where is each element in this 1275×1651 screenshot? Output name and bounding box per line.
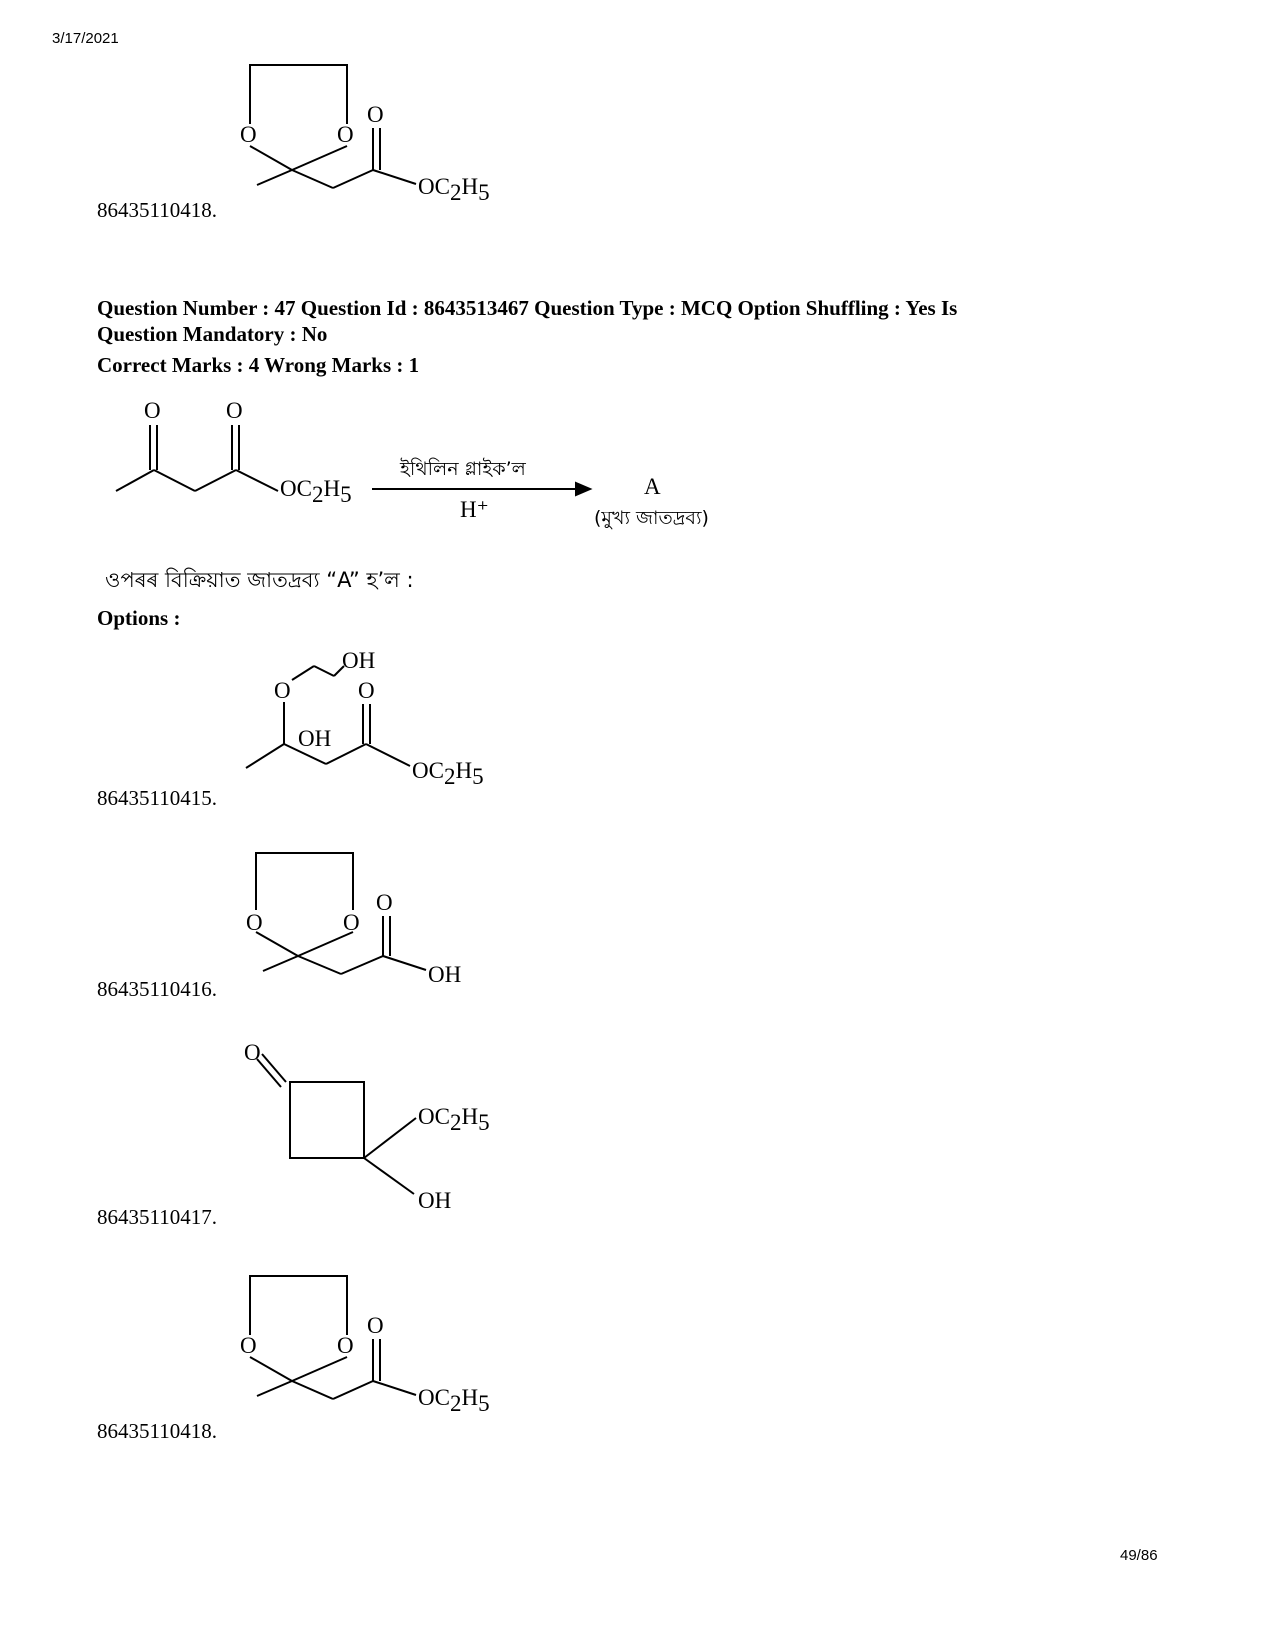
ch2-bond	[298, 956, 341, 974]
question-prompt: ওপৰৰ বিক্ৰিয়াত জাতদ্ৰব্য “A” হ’ল :	[105, 568, 414, 592]
ring-bond-left	[250, 146, 292, 170]
methyl-bond	[257, 1381, 292, 1396]
acid-oh-bond	[383, 956, 426, 970]
carbonyl-c-bond	[333, 1381, 373, 1399]
option-1-id: 86435110415.	[97, 786, 217, 810]
product-note: (মুখ্য জাতদ্ৰব্য)	[594, 507, 709, 529]
methyl-bond	[257, 170, 292, 185]
ring-o-right: O	[337, 1333, 354, 1358]
reagent-below: H⁺	[460, 497, 489, 522]
question-meta-line1: Question Number : 47 Question Id : 8643513467 Question Type : MCQ Option Shuffling : Yes Is	[97, 296, 958, 320]
ketone-o: O	[244, 1040, 261, 1065]
option-3-structure	[240, 1038, 540, 1228]
methyl-bond	[246, 744, 284, 768]
reaction-arrow-head	[576, 483, 590, 495]
ch2-bond	[292, 1381, 333, 1399]
product-label: A	[644, 474, 661, 499]
ethoxy-label: OC2H5	[418, 1104, 490, 1135]
print-date: 3/17/2021	[52, 30, 119, 47]
ethoxy-label: OC2H5	[418, 1385, 490, 1416]
carbonyl-o: O	[358, 678, 375, 703]
ester-bond	[373, 170, 416, 184]
ch2-carbonyl-bond	[326, 744, 366, 764]
dioxolane-ring-top	[250, 65, 347, 124]
reaction-scheme	[110, 390, 750, 540]
option-4-id: 86435110418.	[97, 1419, 217, 1443]
ch2-ester-bond	[195, 470, 236, 491]
ethoxy-label: OC2H5	[418, 174, 490, 205]
ring-o-left: O	[240, 122, 257, 147]
ester-bond	[366, 744, 410, 766]
ethoxy-label: OC2H5	[280, 476, 352, 507]
prev-option-id: 86435110418.	[97, 198, 217, 222]
methyl-bond	[116, 470, 154, 491]
hydroxy-label: OH	[298, 726, 332, 751]
reagent-above: ইথিলিন গ্লাইক’ল	[400, 458, 526, 480]
carbonyl-o: O	[367, 1313, 384, 1338]
ring-o-right: O	[337, 122, 354, 147]
option-3-id: 86435110417.	[97, 1205, 217, 1229]
ketone-o: O	[144, 398, 161, 423]
dioxolane-ring-top	[256, 853, 353, 910]
question-header	[97, 295, 1177, 347]
ester-bond	[373, 1381, 416, 1395]
ethoxy-bond	[364, 1118, 416, 1158]
question-meta-line2: Question Mandatory : No	[97, 322, 328, 346]
ester-carbonyl-o: O	[226, 398, 243, 423]
carbonyl-c-bond	[333, 170, 373, 188]
ring-bond-left	[256, 932, 298, 956]
option-1-structure	[230, 640, 530, 800]
option-2-id: 86435110416.	[97, 977, 217, 1001]
option-4-structure	[230, 1271, 530, 1431]
ketone-ch2-bond	[154, 470, 195, 491]
ring-o-right: O	[343, 910, 360, 935]
ring-o-left: O	[240, 1333, 257, 1358]
option-2-structure	[236, 848, 536, 998]
ring-bond-right	[292, 146, 347, 170]
ring-bond-right	[292, 1357, 347, 1381]
ch2-ch2-bond	[314, 666, 334, 676]
ring-bond-left	[250, 1357, 292, 1381]
carbonyl-o: O	[367, 102, 384, 127]
ester-o-bond	[236, 470, 278, 491]
ring-o-left: O	[246, 910, 263, 935]
structure-dioxolane-ester-prev	[230, 60, 530, 220]
ethoxy-label: OC2H5	[412, 758, 484, 789]
o-ch2-bond	[292, 666, 314, 680]
ring-bond-right	[298, 932, 353, 956]
carbonyl-c-bond	[341, 956, 383, 974]
terminal-oh: OH	[342, 648, 376, 673]
options-label: Options :	[97, 606, 181, 630]
hydroxy-bond	[364, 1158, 414, 1194]
hydroxy-label: OH	[418, 1188, 452, 1213]
question-marks: Correct Marks : 4 Wrong Marks : 1	[97, 353, 420, 377]
ch2-bond	[292, 170, 333, 188]
methyl-bond	[263, 956, 298, 971]
carbonyl-o: O	[376, 890, 393, 915]
acid-oh: OH	[428, 962, 462, 987]
cyclobutane-ring	[290, 1082, 364, 1158]
page-number: 49/86	[1120, 1547, 1158, 1564]
dioxolane-ring-top	[250, 1276, 347, 1335]
ether-o: O	[274, 678, 291, 703]
